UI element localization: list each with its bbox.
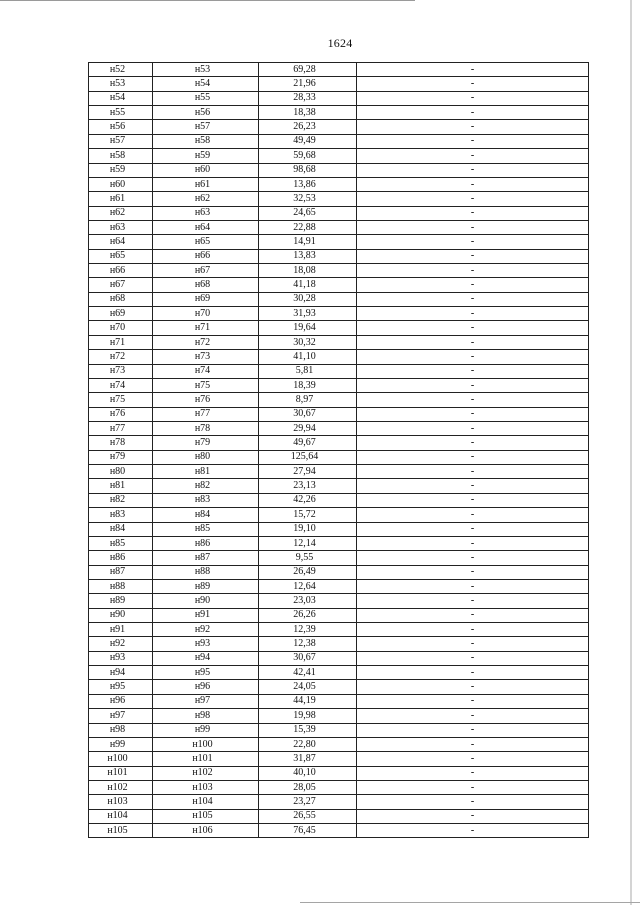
note-cell: - (357, 795, 589, 809)
from-point-cell: н63 (89, 220, 153, 234)
to-point-cell: н69 (153, 292, 259, 306)
table-row (89, 63, 589, 77)
distance-cell: 40,10 (259, 766, 357, 780)
table-row (89, 378, 589, 392)
from-point-cell: н101 (89, 766, 153, 780)
distance-cell: 49,49 (259, 134, 357, 148)
from-point-cell: н62 (89, 206, 153, 220)
table-row (89, 795, 589, 809)
note-cell: - (357, 335, 589, 349)
note-cell: - (357, 824, 589, 838)
to-point-cell: н99 (153, 723, 259, 737)
table-row (89, 493, 589, 507)
table-row (89, 249, 589, 263)
table-row (89, 737, 589, 751)
distance-cell: 12,38 (259, 637, 357, 651)
distance-cell: 41,10 (259, 350, 357, 364)
from-point-cell: н90 (89, 608, 153, 622)
note-cell: - (357, 551, 589, 565)
to-point-cell: н91 (153, 608, 259, 622)
data-table (88, 62, 589, 838)
page-number: 1624 (327, 36, 353, 50)
table-row (89, 651, 589, 665)
from-point-cell: н83 (89, 508, 153, 522)
to-point-cell: н101 (153, 752, 259, 766)
distance-cell: 22,88 (259, 220, 357, 234)
table-row (89, 149, 589, 163)
from-point-cell: н72 (89, 350, 153, 364)
note-cell: - (357, 608, 589, 622)
to-point-cell: н67 (153, 264, 259, 278)
to-point-cell: н70 (153, 307, 259, 321)
table-row (89, 824, 589, 838)
table-row (89, 565, 589, 579)
note-cell: - (357, 364, 589, 378)
to-point-cell: н89 (153, 579, 259, 593)
note-cell: - (357, 63, 589, 77)
to-point-cell: н62 (153, 192, 259, 206)
note-cell: - (357, 680, 589, 694)
note-cell: - (357, 450, 589, 464)
table-row (89, 421, 589, 435)
from-point-cell: н95 (89, 680, 153, 694)
from-point-cell: н79 (89, 450, 153, 464)
note-cell: - (357, 206, 589, 220)
distance-cell: 24,05 (259, 680, 357, 694)
from-point-cell: н97 (89, 709, 153, 723)
note-cell: - (357, 522, 589, 536)
from-point-cell: н74 (89, 378, 153, 392)
to-point-cell: н88 (153, 565, 259, 579)
from-point-cell: н57 (89, 134, 153, 148)
to-point-cell: н105 (153, 809, 259, 823)
table-row (89, 536, 589, 550)
distance-cell: 19,64 (259, 321, 357, 335)
from-point-cell: н103 (89, 795, 153, 809)
distance-cell: 9,55 (259, 551, 357, 565)
table-row (89, 77, 589, 91)
to-point-cell: н53 (153, 63, 259, 77)
from-point-cell: н102 (89, 780, 153, 794)
from-point-cell: н73 (89, 364, 153, 378)
distance-cell: 49,67 (259, 436, 357, 450)
distance-cell: 23,27 (259, 795, 357, 809)
to-point-cell: н68 (153, 278, 259, 292)
distance-cell: 23,13 (259, 479, 357, 493)
to-point-cell: н71 (153, 321, 259, 335)
from-point-cell: н70 (89, 321, 153, 335)
note-cell: - (357, 192, 589, 206)
note-cell: - (357, 149, 589, 163)
to-point-cell: н60 (153, 163, 259, 177)
from-point-cell: н105 (89, 824, 153, 838)
distance-cell: 30,28 (259, 292, 357, 306)
from-point-cell: н54 (89, 91, 153, 105)
table-row (89, 608, 589, 622)
to-point-cell: н77 (153, 407, 259, 421)
from-point-cell: н92 (89, 637, 153, 651)
note-cell: - (357, 709, 589, 723)
distance-cell: 18,38 (259, 106, 357, 120)
note-cell: - (357, 421, 589, 435)
to-point-cell: н63 (153, 206, 259, 220)
to-point-cell: н79 (153, 436, 259, 450)
note-cell: - (357, 235, 589, 249)
table-row (89, 479, 589, 493)
distance-cell: 19,98 (259, 709, 357, 723)
distance-cell: 26,49 (259, 565, 357, 579)
to-point-cell: н100 (153, 737, 259, 751)
table-row (89, 680, 589, 694)
to-point-cell: н64 (153, 220, 259, 234)
distance-cell: 8,97 (259, 393, 357, 407)
to-point-cell: н103 (153, 780, 259, 794)
scan-right-edge (630, 0, 632, 905)
table-row (89, 637, 589, 651)
distance-cell: 13,83 (259, 249, 357, 263)
note-cell: - (357, 220, 589, 234)
note-cell: - (357, 307, 589, 321)
table-row (89, 752, 589, 766)
note-cell: - (357, 565, 589, 579)
to-point-cell: н56 (153, 106, 259, 120)
note-cell: - (357, 752, 589, 766)
table-row (89, 809, 589, 823)
to-point-cell: н58 (153, 134, 259, 148)
from-point-cell: н55 (89, 106, 153, 120)
note-cell: - (357, 321, 589, 335)
note-cell: - (357, 508, 589, 522)
to-point-cell: н95 (153, 666, 259, 680)
to-point-cell: н57 (153, 120, 259, 134)
to-point-cell: н106 (153, 824, 259, 838)
from-point-cell: н78 (89, 436, 153, 450)
to-point-cell: н86 (153, 536, 259, 550)
table-row (89, 522, 589, 536)
to-point-cell: н54 (153, 77, 259, 91)
from-point-cell: н76 (89, 407, 153, 421)
table-row (89, 163, 589, 177)
to-point-cell: н78 (153, 421, 259, 435)
from-point-cell: н65 (89, 249, 153, 263)
to-point-cell: н66 (153, 249, 259, 263)
to-point-cell: н104 (153, 795, 259, 809)
from-point-cell: н77 (89, 421, 153, 435)
note-cell: - (357, 436, 589, 450)
distance-cell: 30,67 (259, 651, 357, 665)
note-cell: - (357, 809, 589, 823)
table-row (89, 292, 589, 306)
note-cell: - (357, 264, 589, 278)
from-point-cell: н89 (89, 594, 153, 608)
distance-cell: 41,18 (259, 278, 357, 292)
to-point-cell: н93 (153, 637, 259, 651)
distance-cell: 21,96 (259, 77, 357, 91)
to-point-cell: н55 (153, 91, 259, 105)
distance-cell: 32,53 (259, 192, 357, 206)
note-cell: - (357, 737, 589, 751)
distance-cell: 69,28 (259, 63, 357, 77)
table-row (89, 321, 589, 335)
table-row (89, 436, 589, 450)
note-cell: - (357, 637, 589, 651)
from-point-cell: н64 (89, 235, 153, 249)
table-row (89, 666, 589, 680)
table-row (89, 766, 589, 780)
distance-cell: 30,67 (259, 407, 357, 421)
to-point-cell: н98 (153, 709, 259, 723)
from-point-cell: н75 (89, 393, 153, 407)
to-point-cell: н102 (153, 766, 259, 780)
table-row (89, 206, 589, 220)
to-point-cell: н85 (153, 522, 259, 536)
note-cell: - (357, 780, 589, 794)
distance-cell: 12,39 (259, 623, 357, 637)
table-row (89, 407, 589, 421)
table-row (89, 364, 589, 378)
table-row (89, 106, 589, 120)
from-point-cell: н86 (89, 551, 153, 565)
table-row (89, 120, 589, 134)
note-cell: - (357, 666, 589, 680)
table-body (89, 63, 589, 838)
table-row (89, 465, 589, 479)
note-cell: - (357, 651, 589, 665)
distance-cell: 14,91 (259, 235, 357, 249)
from-point-cell: н69 (89, 307, 153, 321)
from-point-cell: н96 (89, 694, 153, 708)
to-point-cell: н82 (153, 479, 259, 493)
note-cell: - (357, 465, 589, 479)
note-cell: - (357, 91, 589, 105)
note-cell: - (357, 579, 589, 593)
distance-cell: 125,64 (259, 450, 357, 464)
table-row (89, 307, 589, 321)
distance-cell: 28,33 (259, 91, 357, 105)
distance-cell: 22,80 (259, 737, 357, 751)
from-point-cell: н98 (89, 723, 153, 737)
from-point-cell: н53 (89, 77, 153, 91)
from-point-cell: н59 (89, 163, 153, 177)
to-point-cell: н97 (153, 694, 259, 708)
distance-cell: 5,81 (259, 364, 357, 378)
to-point-cell: н59 (153, 149, 259, 163)
to-point-cell: н73 (153, 350, 259, 364)
note-cell: - (357, 536, 589, 550)
distance-cell: 13,86 (259, 177, 357, 191)
distance-cell: 26,23 (259, 120, 357, 134)
from-point-cell: н80 (89, 465, 153, 479)
from-point-cell: н93 (89, 651, 153, 665)
from-point-cell: н66 (89, 264, 153, 278)
distance-cell: 23,03 (259, 594, 357, 608)
distance-cell: 31,87 (259, 752, 357, 766)
to-point-cell: н87 (153, 551, 259, 565)
to-point-cell: н92 (153, 623, 259, 637)
from-point-cell: н81 (89, 479, 153, 493)
table-row (89, 709, 589, 723)
table-row (89, 579, 589, 593)
distance-cell: 12,14 (259, 536, 357, 550)
note-cell: - (357, 120, 589, 134)
distance-cell: 15,72 (259, 508, 357, 522)
distance-cell: 30,32 (259, 335, 357, 349)
to-point-cell: н61 (153, 177, 259, 191)
to-point-cell: н81 (153, 465, 259, 479)
distance-cell: 19,10 (259, 522, 357, 536)
note-cell: - (357, 177, 589, 191)
from-point-cell: н82 (89, 493, 153, 507)
from-point-cell: н71 (89, 335, 153, 349)
distance-cell: 29,94 (259, 421, 357, 435)
table-row (89, 220, 589, 234)
note-cell: - (357, 623, 589, 637)
note-cell: - (357, 378, 589, 392)
from-point-cell: н67 (89, 278, 153, 292)
table-row (89, 623, 589, 637)
note-cell: - (357, 393, 589, 407)
from-point-cell: н91 (89, 623, 153, 637)
note-cell: - (357, 163, 589, 177)
to-point-cell: н80 (153, 450, 259, 464)
from-point-cell: н84 (89, 522, 153, 536)
distance-cell: 28,05 (259, 780, 357, 794)
distance-cell: 24,65 (259, 206, 357, 220)
from-point-cell: н85 (89, 536, 153, 550)
from-point-cell: н88 (89, 579, 153, 593)
table-row (89, 594, 589, 608)
table-row (89, 278, 589, 292)
distance-cell: 18,39 (259, 378, 357, 392)
distance-cell: 44,19 (259, 694, 357, 708)
distance-cell: 98,68 (259, 163, 357, 177)
to-point-cell: н75 (153, 378, 259, 392)
distance-cell: 15,39 (259, 723, 357, 737)
note-cell: - (357, 292, 589, 306)
distance-cell: 26,55 (259, 809, 357, 823)
distance-cell: 42,41 (259, 666, 357, 680)
table-row (89, 723, 589, 737)
from-point-cell: н60 (89, 177, 153, 191)
table-row (89, 551, 589, 565)
note-cell: - (357, 694, 589, 708)
to-point-cell: н83 (153, 493, 259, 507)
note-cell: - (357, 594, 589, 608)
table-row (89, 450, 589, 464)
to-point-cell: н84 (153, 508, 259, 522)
to-point-cell: н94 (153, 651, 259, 665)
from-point-cell: н87 (89, 565, 153, 579)
note-cell: - (357, 77, 589, 91)
note-cell: - (357, 106, 589, 120)
from-point-cell: н94 (89, 666, 153, 680)
table-row (89, 393, 589, 407)
from-point-cell: н52 (89, 63, 153, 77)
from-point-cell: н100 (89, 752, 153, 766)
from-point-cell: н61 (89, 192, 153, 206)
to-point-cell: н65 (153, 235, 259, 249)
table-row (89, 134, 589, 148)
table-row (89, 694, 589, 708)
from-point-cell: н58 (89, 149, 153, 163)
table-row (89, 235, 589, 249)
table-row (89, 335, 589, 349)
note-cell: - (357, 407, 589, 421)
table-row (89, 508, 589, 522)
note-cell: - (357, 278, 589, 292)
distance-cell: 59,68 (259, 149, 357, 163)
distance-cell: 31,93 (259, 307, 357, 321)
note-cell: - (357, 766, 589, 780)
scan-top-border (0, 0, 415, 1)
distance-cell: 27,94 (259, 465, 357, 479)
distance-cell: 18,08 (259, 264, 357, 278)
from-point-cell: н104 (89, 809, 153, 823)
note-cell: - (357, 249, 589, 263)
table-row (89, 177, 589, 191)
note-cell: - (357, 134, 589, 148)
table-row (89, 264, 589, 278)
distance-cell: 12,64 (259, 579, 357, 593)
table-row (89, 780, 589, 794)
to-point-cell: н96 (153, 680, 259, 694)
scan-bottom-border (300, 902, 640, 903)
note-cell: - (357, 723, 589, 737)
from-point-cell: н68 (89, 292, 153, 306)
to-point-cell: н72 (153, 335, 259, 349)
to-point-cell: н74 (153, 364, 259, 378)
distance-cell: 26,26 (259, 608, 357, 622)
from-point-cell: н99 (89, 737, 153, 751)
distance-cell: 42,26 (259, 493, 357, 507)
note-cell: - (357, 493, 589, 507)
table-row (89, 350, 589, 364)
from-point-cell: н56 (89, 120, 153, 134)
table-row (89, 192, 589, 206)
distance-cell: 76,45 (259, 824, 357, 838)
note-cell: - (357, 479, 589, 493)
table-row (89, 91, 589, 105)
to-point-cell: н76 (153, 393, 259, 407)
to-point-cell: н90 (153, 594, 259, 608)
note-cell: - (357, 350, 589, 364)
